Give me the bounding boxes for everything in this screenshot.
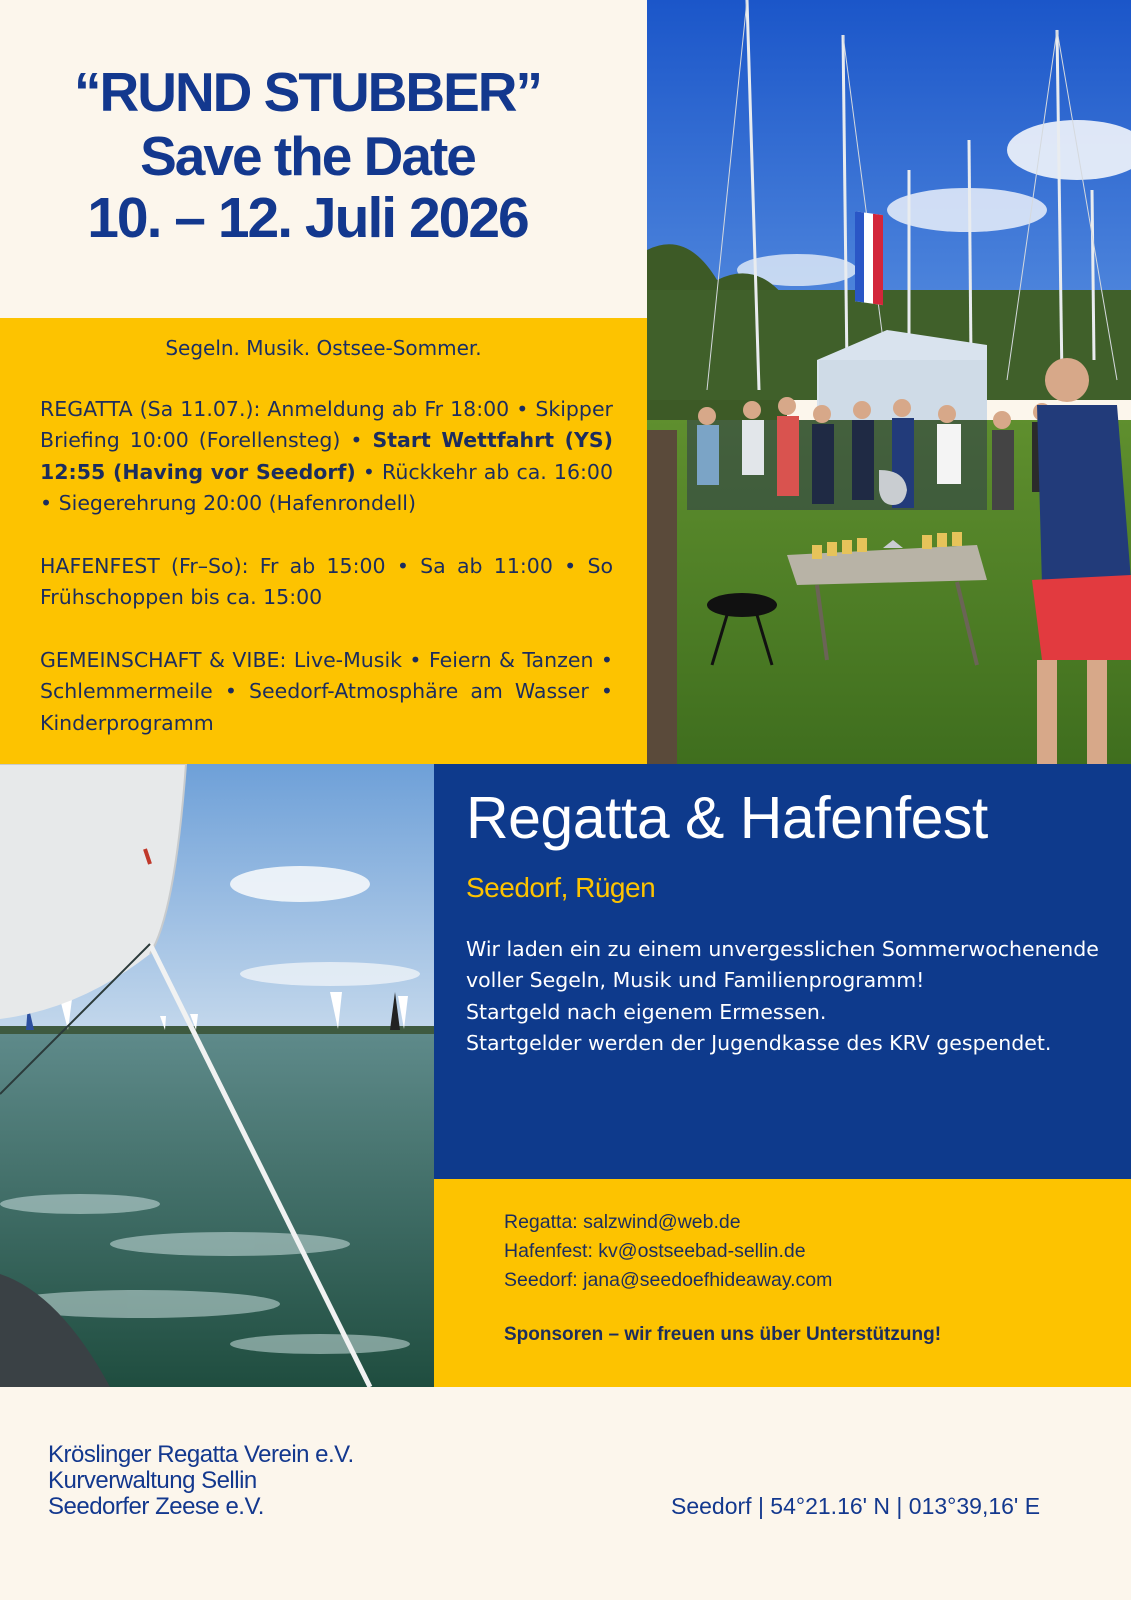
save-the-date-title: Save the Date xyxy=(140,125,475,187)
sailing-photo xyxy=(0,764,434,1387)
location-coordinates: Seedorf | 54°21.16' N | 013°39,16' E xyxy=(671,1493,1041,1519)
sponsor-call: Sponsoren – wir freuen uns über Unterstützung! xyxy=(504,1324,942,1345)
contact-hafenfest[interactable]: Hafenfest: kv@ostseebad-sellin.de xyxy=(504,1240,806,1262)
contact-seedorf[interactable]: Seedorf: jana@seedoefhideaway.com xyxy=(504,1269,833,1291)
event-date-title: 10. – 12. Juli 2026 xyxy=(87,186,528,250)
tagline: Segeln. Musik. Ostsee-Sommer. xyxy=(165,336,482,360)
community-highlights: GEMEINSCHAFT & VIBE: Live-Musik • Feiern & Tanzen • Schlemmermeile • Seedorf-Atmosphäre am Wasser • Kinderprogramm xyxy=(40,648,613,735)
sailing-photo-illustration xyxy=(0,764,434,1387)
regatta-schedule xyxy=(40,394,613,519)
hafenfest-schedule: HAFENFEST (Fr–So): Fr ab 15:00 • Sa ab 11:00 • So Frühschoppen bis ca. 15:00 xyxy=(40,554,613,610)
footer xyxy=(0,1387,1131,1600)
regatta-start-highlight: Start Wettfahrt (YS) 12:55 (Having vor Seedorf) xyxy=(40,428,614,484)
harbor-photo xyxy=(647,0,1131,764)
contacts-panel xyxy=(434,1179,1131,1387)
event-info-panel xyxy=(434,764,1131,1179)
event-name-title: “RUND STUBBER” xyxy=(74,61,541,123)
regatta-schedule-rest: • Rückkehr ab ca. 16:00 • Siegerehrung 20:00 (Hafenrondell) xyxy=(40,459,614,515)
event-title: Regatta & Hafenfest xyxy=(466,785,988,851)
organizer-kurverwaltung: Kurverwaltung Sellin xyxy=(48,1467,257,1494)
title-block xyxy=(0,0,647,318)
event-location: Seedorf, Rügen xyxy=(466,872,656,903)
organizer-seedorfer-zeese: Seedorfer Zeese e.V. xyxy=(48,1493,264,1520)
contact-regatta[interactable]: Regatta: salzwind@web.de xyxy=(504,1211,741,1233)
regatta-schedule-text: REGATTA (Sa 11.07.): Anmeldung ab Fr 18:00 • Skipper Briefing 10:00 (Forellensteg) • xyxy=(40,397,613,453)
organizer-krv: Kröslinger Regatta Verein e.V. xyxy=(48,1441,354,1468)
program-panel xyxy=(0,318,647,764)
harbor-photo-illustration xyxy=(647,0,1131,764)
entry-fee-info xyxy=(466,997,1106,1060)
invitation-text: Wir laden ein zu einem unvergesslichen Sommerwochenende voller Segeln, Musik und Familienprogramm! xyxy=(466,937,1099,993)
entry-fee-line: Startgeld nach eigenem Ermessen. xyxy=(466,1000,827,1024)
donation-line: Startgelder werden der Jugendkasse des KRV gespendet. xyxy=(466,1031,1052,1056)
